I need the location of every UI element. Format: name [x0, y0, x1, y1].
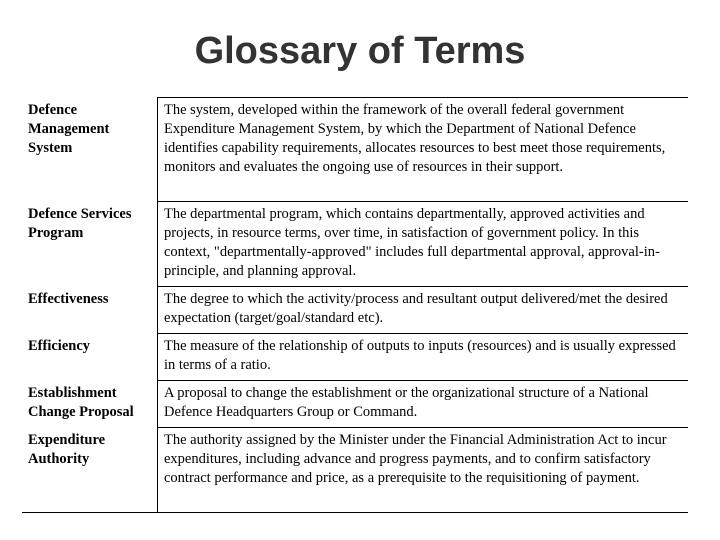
glossary-term: Effectiveness [22, 286, 157, 333]
glossary-row [22, 201, 688, 286]
glossary-row [22, 286, 688, 333]
glossary-row [22, 97, 688, 201]
glossary-term: Defence Services Program [22, 201, 157, 286]
glossary-definition: The departmental program, which contains departmentally, approved activities and projects, in resource terms, over time, in satisfaction of government policy. In this context, "departmentally-approved" includes full departmental approval, approval-in-principle, and planning approval. [157, 202, 688, 286]
glossary-table [22, 97, 688, 513]
glossary-definition: The authority assigned by the Minister under the Financial Administration Act to incur expenditures, including advance and progress payments, and to confirm satisfactory contract performance and price, as a prerequisite to the requisitioning of payment. [157, 428, 688, 512]
glossary-row [22, 380, 688, 427]
page-title: Glossary of Terms [194, 30, 526, 72]
glossary-definition: A proposal to change the establishment or the organizational structure of a National Defence Headquarters Group or Command. [157, 381, 688, 427]
glossary-definition: The degree to which the activity/process and resultant output delivered/met the desired expectation (target/goal/standard etc). [157, 287, 688, 333]
glossary-row [22, 427, 688, 513]
glossary-definition: The measure of the relationship of outputs to inputs (resources) and is usually expressed in terms of a ratio. [157, 334, 688, 380]
glossary-term: Efficiency [22, 333, 157, 380]
glossary-term: Expenditure Authority [22, 427, 157, 512]
glossary-term: Establishment Change Proposal [22, 380, 157, 427]
glossary-definition: The system, developed within the framework of the overall federal government Expenditure Management System, by which the Department of National Defence identifies capability requirements, allocates resources to best meet those requirements, monitors and evaluates the ongoing use of resources in their support. [157, 98, 688, 201]
glossary-row [22, 333, 688, 380]
glossary-term: Defence Management System [22, 97, 157, 201]
